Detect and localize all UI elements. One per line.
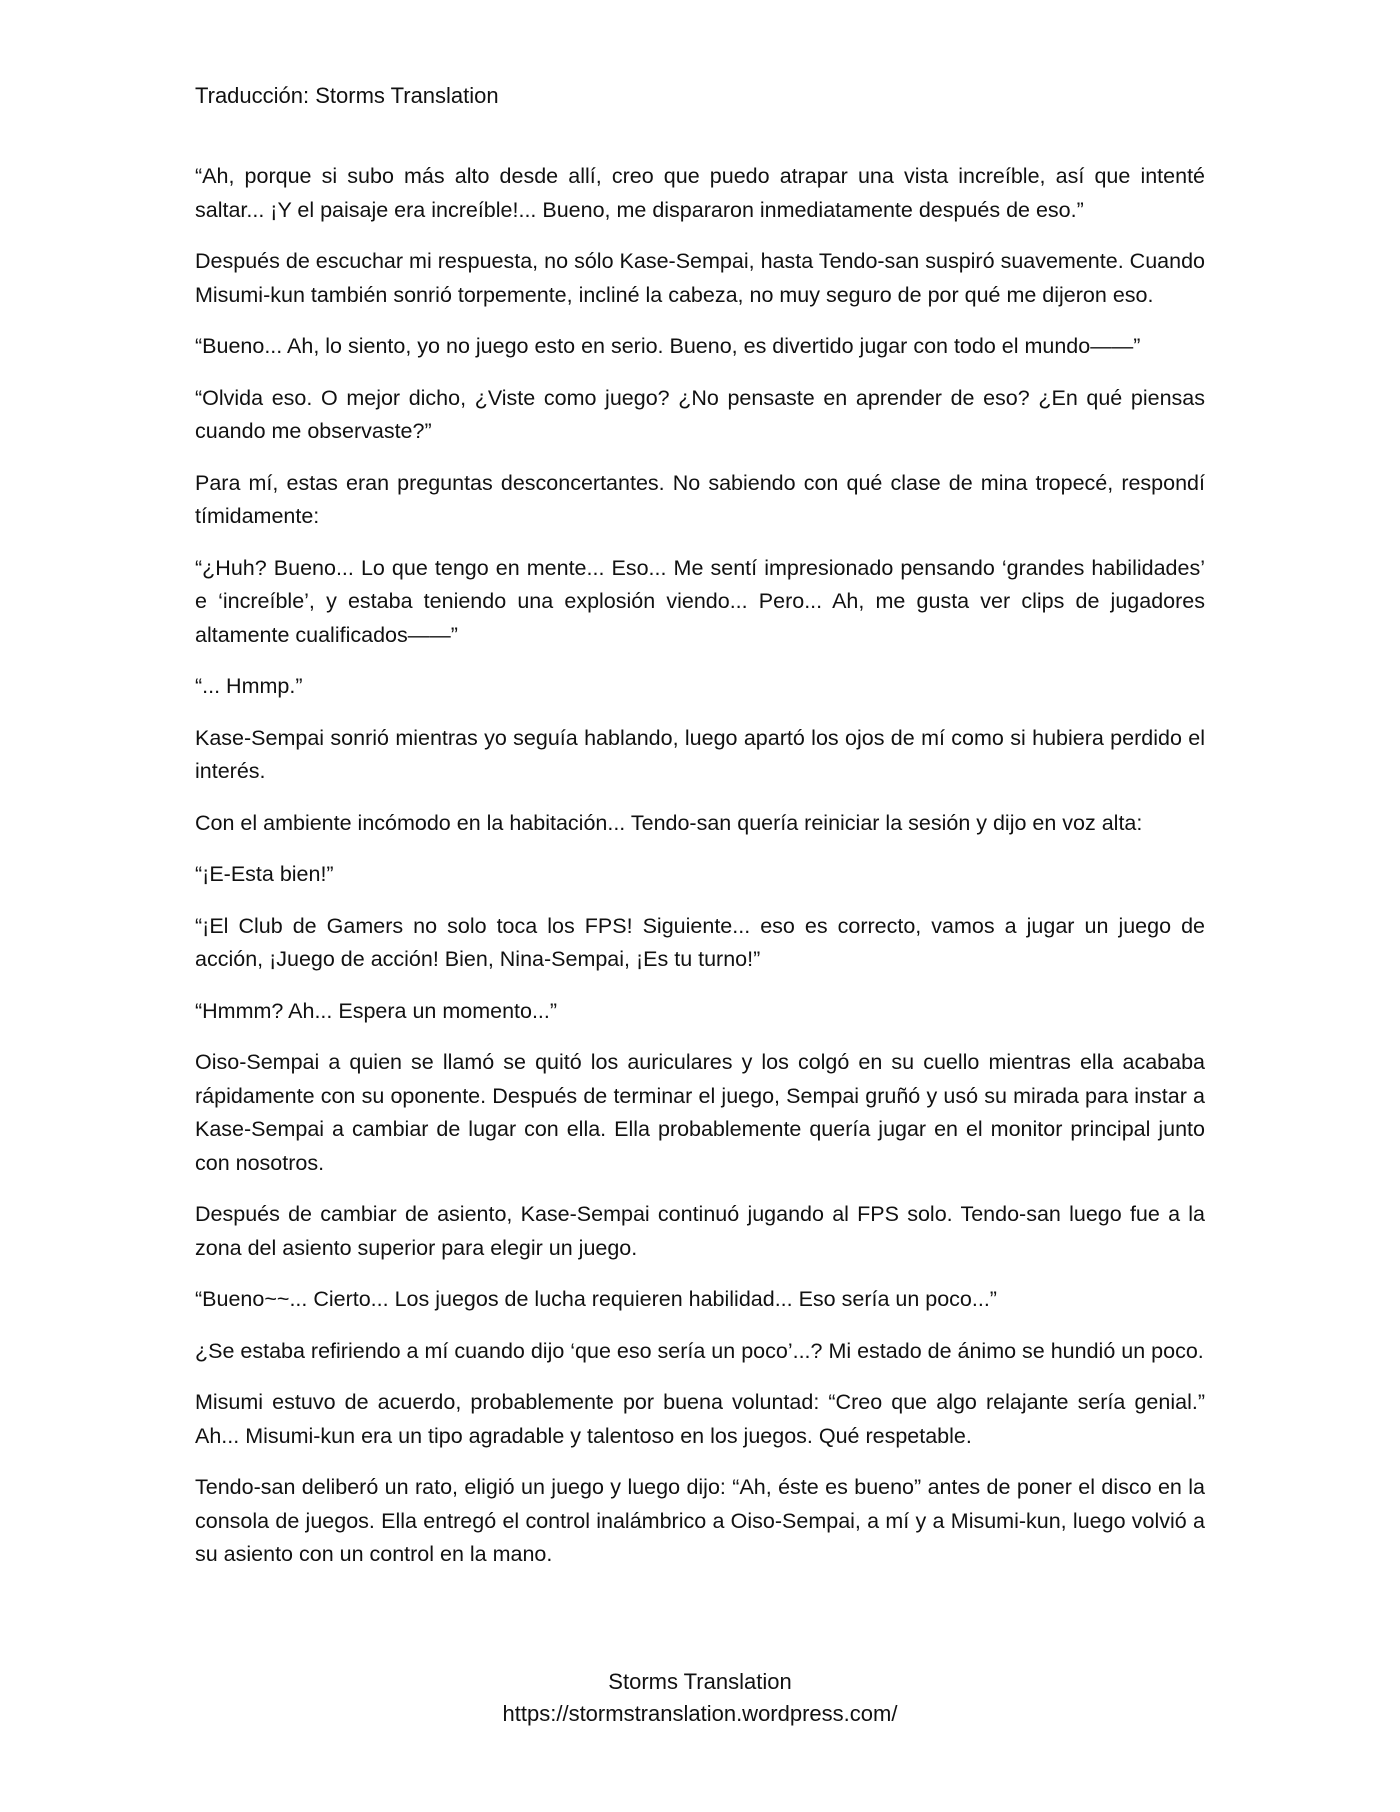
paragraph: Con el ambiente incómodo en la habitación... Tendo-san quería reiniciar la sesión y dijo en voz alta:: [195, 810, 1143, 835]
paragraph: “¿Huh? Bueno... Lo que tengo en mente... Eso... Me sentí impresionado pensando ‘grandes habilidades’ e ‘increíble’, y estaba teniendo una explosión viendo... Pero... Ah, me gusta ver clips de jugadores altamente cualificados——”: [195, 555, 1205, 647]
paragraph: Después de cambiar de asiento, Kase-Sempai continuó jugando al FPS solo. Tendo-san luego fue a la zona del asiento superior para elegir un juego.: [195, 1202, 1205, 1260]
paragraph: “¡E-Esta bien!”: [195, 862, 334, 886]
paragraph: Tendo-san deliberó un rato, eligió un juego y luego dijo: “Ah, éste es bueno” antes de poner el disco en la consola de juegos. Ella entregó el control inalámbrico a Oiso-Sempai, a mí y a Misumi-kun, luego volvió a su asiento con un control en la mano.: [195, 1475, 1205, 1566]
footer-url: https://stormstranslation.wordpress.com/: [502, 1701, 898, 1726]
paragraph: “¡El Club de Gamers no solo toca los FPS! Siguiente... eso es correcto, vamos a jugar un juego de acción, ¡Juego de acción! Bien, Nina-Sempai, ¡Es tu turno!”: [195, 913, 1205, 971]
paragraph: Kase-Sempai sonrió mientras yo seguía hablando, luego apartó los ojos de mí como si hubiera perdido el interés.: [195, 725, 1205, 783]
translation-credit-header: Traducción: Storms Translation: [195, 83, 499, 108]
paragraph: “Olvida eso. O mejor dicho, ¿Viste como juego? ¿No pensaste en aprender de eso? ¿En qué piensas cuando me observaste?”: [195, 385, 1205, 443]
paragraph: Después de escuchar mi respuesta, no sólo Kase-Sempai, hasta Tendo-san suspiró suavemente. Cuando Misumi-kun también sonrió torpemente, incliné la cabeza, no muy seguro de por qué me dijeron eso.: [195, 249, 1205, 307]
document-body: [195, 160, 1205, 1590]
footer-translator-name: Storms Translation: [608, 1669, 792, 1694]
page-footer: [195, 1666, 1205, 1730]
paragraph: “Ah, porque si subo más alto desde allí, creo que puedo atrapar una vista increíble, así que intenté saltar... ¡Y el paisaje era increíble!... Bueno, me dispararon inmediatamente después de eso.”: [195, 164, 1205, 222]
document-page: [195, 0, 1205, 1812]
paragraph: “... Hmmp.”: [195, 674, 303, 698]
paragraph: “Bueno... Ah, lo siento, yo no juego esto en serio. Bueno, es divertido jugar con todo el mundo——”: [195, 334, 1141, 358]
paragraph: Misumi estuvo de acuerdo, probablemente por buena voluntad: “Creo que algo relajante sería genial.” Ah... Misumi-kun era un tipo agradable y talentoso en los juegos. Qué respetable.: [195, 1390, 1205, 1448]
paragraph: ¿Se estaba refiriendo a mí cuando dijo ‘que eso sería un poco’...? Mi estado de ánimo se hundió un poco.: [195, 1338, 1204, 1363]
paragraph: “Hmmm? Ah... Espera un momento...”: [195, 998, 558, 1023]
paragraph: Para mí, estas eran preguntas desconcertantes. No sabiendo con qué clase de mina tropecé, respondí tímidamente:: [195, 470, 1205, 528]
paragraph: “Bueno~~... Cierto... Los juegos de lucha requieren habilidad... Eso sería un poco...”: [195, 1287, 997, 1311]
paragraph: Oiso-Sempai a quien se llamó se quitó los auriculares y los colgó en su cuello mientras ella acababa rápidamente con su oponente. Después de terminar el juego, Sempai gruñó y usó su mirada para instar a Kase-Sempai a cambiar de lugar con ella. Ella probablemente quería jugar en el monitor principal junto con nosotros.: [195, 1050, 1205, 1175]
